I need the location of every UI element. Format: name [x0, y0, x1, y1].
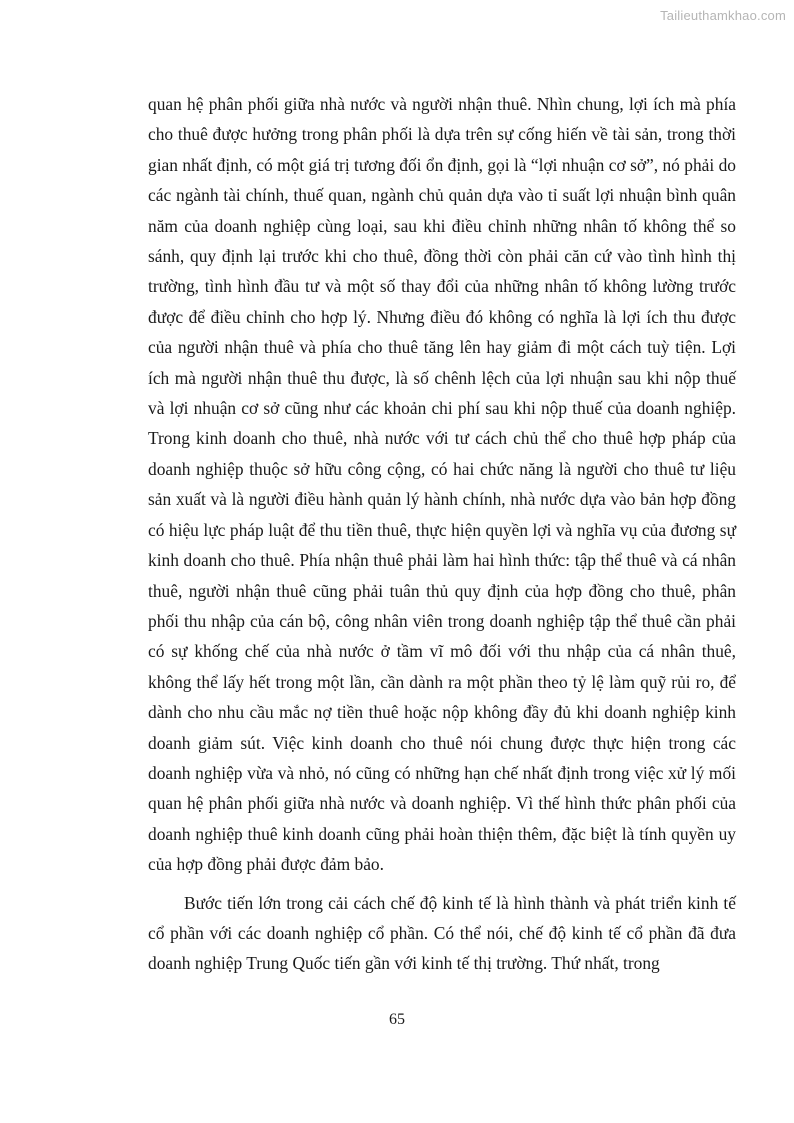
document-body — [148, 89, 736, 979]
paragraph: Bước tiến lớn trong cải cách chế độ kinh tế là hình thành và phát triển kinh tế cổ phần với các doanh nghiệp cổ phần. Có thể nói, chế độ kinh tế cổ phần đã đưa doanh nghiệp Trung Quốc tiến gần với kinh tế thị trường. Thứ nhất, trong — [148, 892, 736, 974]
watermark-text: Tailieuthamkhao.com — [660, 8, 786, 23]
page-number: 65 — [389, 1011, 405, 1028]
paragraph-continued: quan hệ phân phối giữa nhà nước và người nhận thuê. Nhìn chung, lợi ích mà phía cho thuê được hưởng trong phân phối là dựa trên sự cống hiến về tài sản, trong thời gian nhất định, có một giá trị tương đối ổn định, gọi là “lợi nhuận cơ sở”, nó phải do các ngành tài chính, thuế quan, ngành chủ quản dựa vào tỉ suất lợi nhuận bình quân năm của doanh nghiệp cùng loại, sau khi điều chỉnh những nhân tố không thể so sánh, quy định lại trước khi cho thuê, đồng thời còn phải căn cứ vào tình hình thị trường, tình hình đầu tư và một số thay đổi của những nhân tố không lường trước được để điều chỉnh cho hợp lý. Nhưng điều đó không có nghĩa là lợi ích thu được của người nhận thuê và phía cho thuê tăng lên hay giảm đi một cách tuỳ tiện. Lợi ích mà người nhận thuê thu được, là số chênh lệch của lợi nhuận sau khi nộp thuế và lợi nhuận cơ sở cũng như các khoản chi phí sau khi nộp thuế của doanh nghiệp. Trong kinh doanh cho thuê, nhà nước với tư cách chủ thể cho thuê hợp pháp của doanh nghiệp thuộc sở hữu công cộng, có hai chức năng là người cho thuê tư liệu sản xuất và là người điều hành quản lý hành chính, nhà nước dựa vào bản hợp đồng có hiệu lực pháp luật để thu tiền thuê, thực hiện quyền lợi và nghĩa vụ của đương sự kinh doanh cho thuê. Phía nhận thuê phải làm hai hình thức: tập thể thuê và cá nhân thuê, người nhận thuê cũng phải tuân thủ quy định của hợp đồng cho thuê, phân phối thu nhập của cán bộ, công nhân viên trong doanh nghiệp tập thể thuê cần phải có sự khống chế của nhà nước ở tầm vĩ mô đối với thu nhập của cá nhân thuê, không thể lấy hết trong một lần, cần dành ra một phần theo tỷ lệ làm quỹ rủi ro, để dành cho nhu cầu mắc nợ tiền thuê hoặc nộp không đầy đủ khi doanh nghiệp kinh doanh giảm sút. Việc kinh doanh cho thuê nói chung được thực hiện trong các doanh nghiệp vừa và nhỏ, nó cũng có những hạn chế nhất định trong việc xử lý mối quan hệ phân phối giữa nhà nước và doanh nghiệp. Vì thế hình thức phân phối của doanh nghiệp thuê kinh doanh cũng phải hoàn thiện thêm, đặc biệt là tính quyền uy của hợp đồng phải được đảm bảo. — [148, 94, 736, 875]
